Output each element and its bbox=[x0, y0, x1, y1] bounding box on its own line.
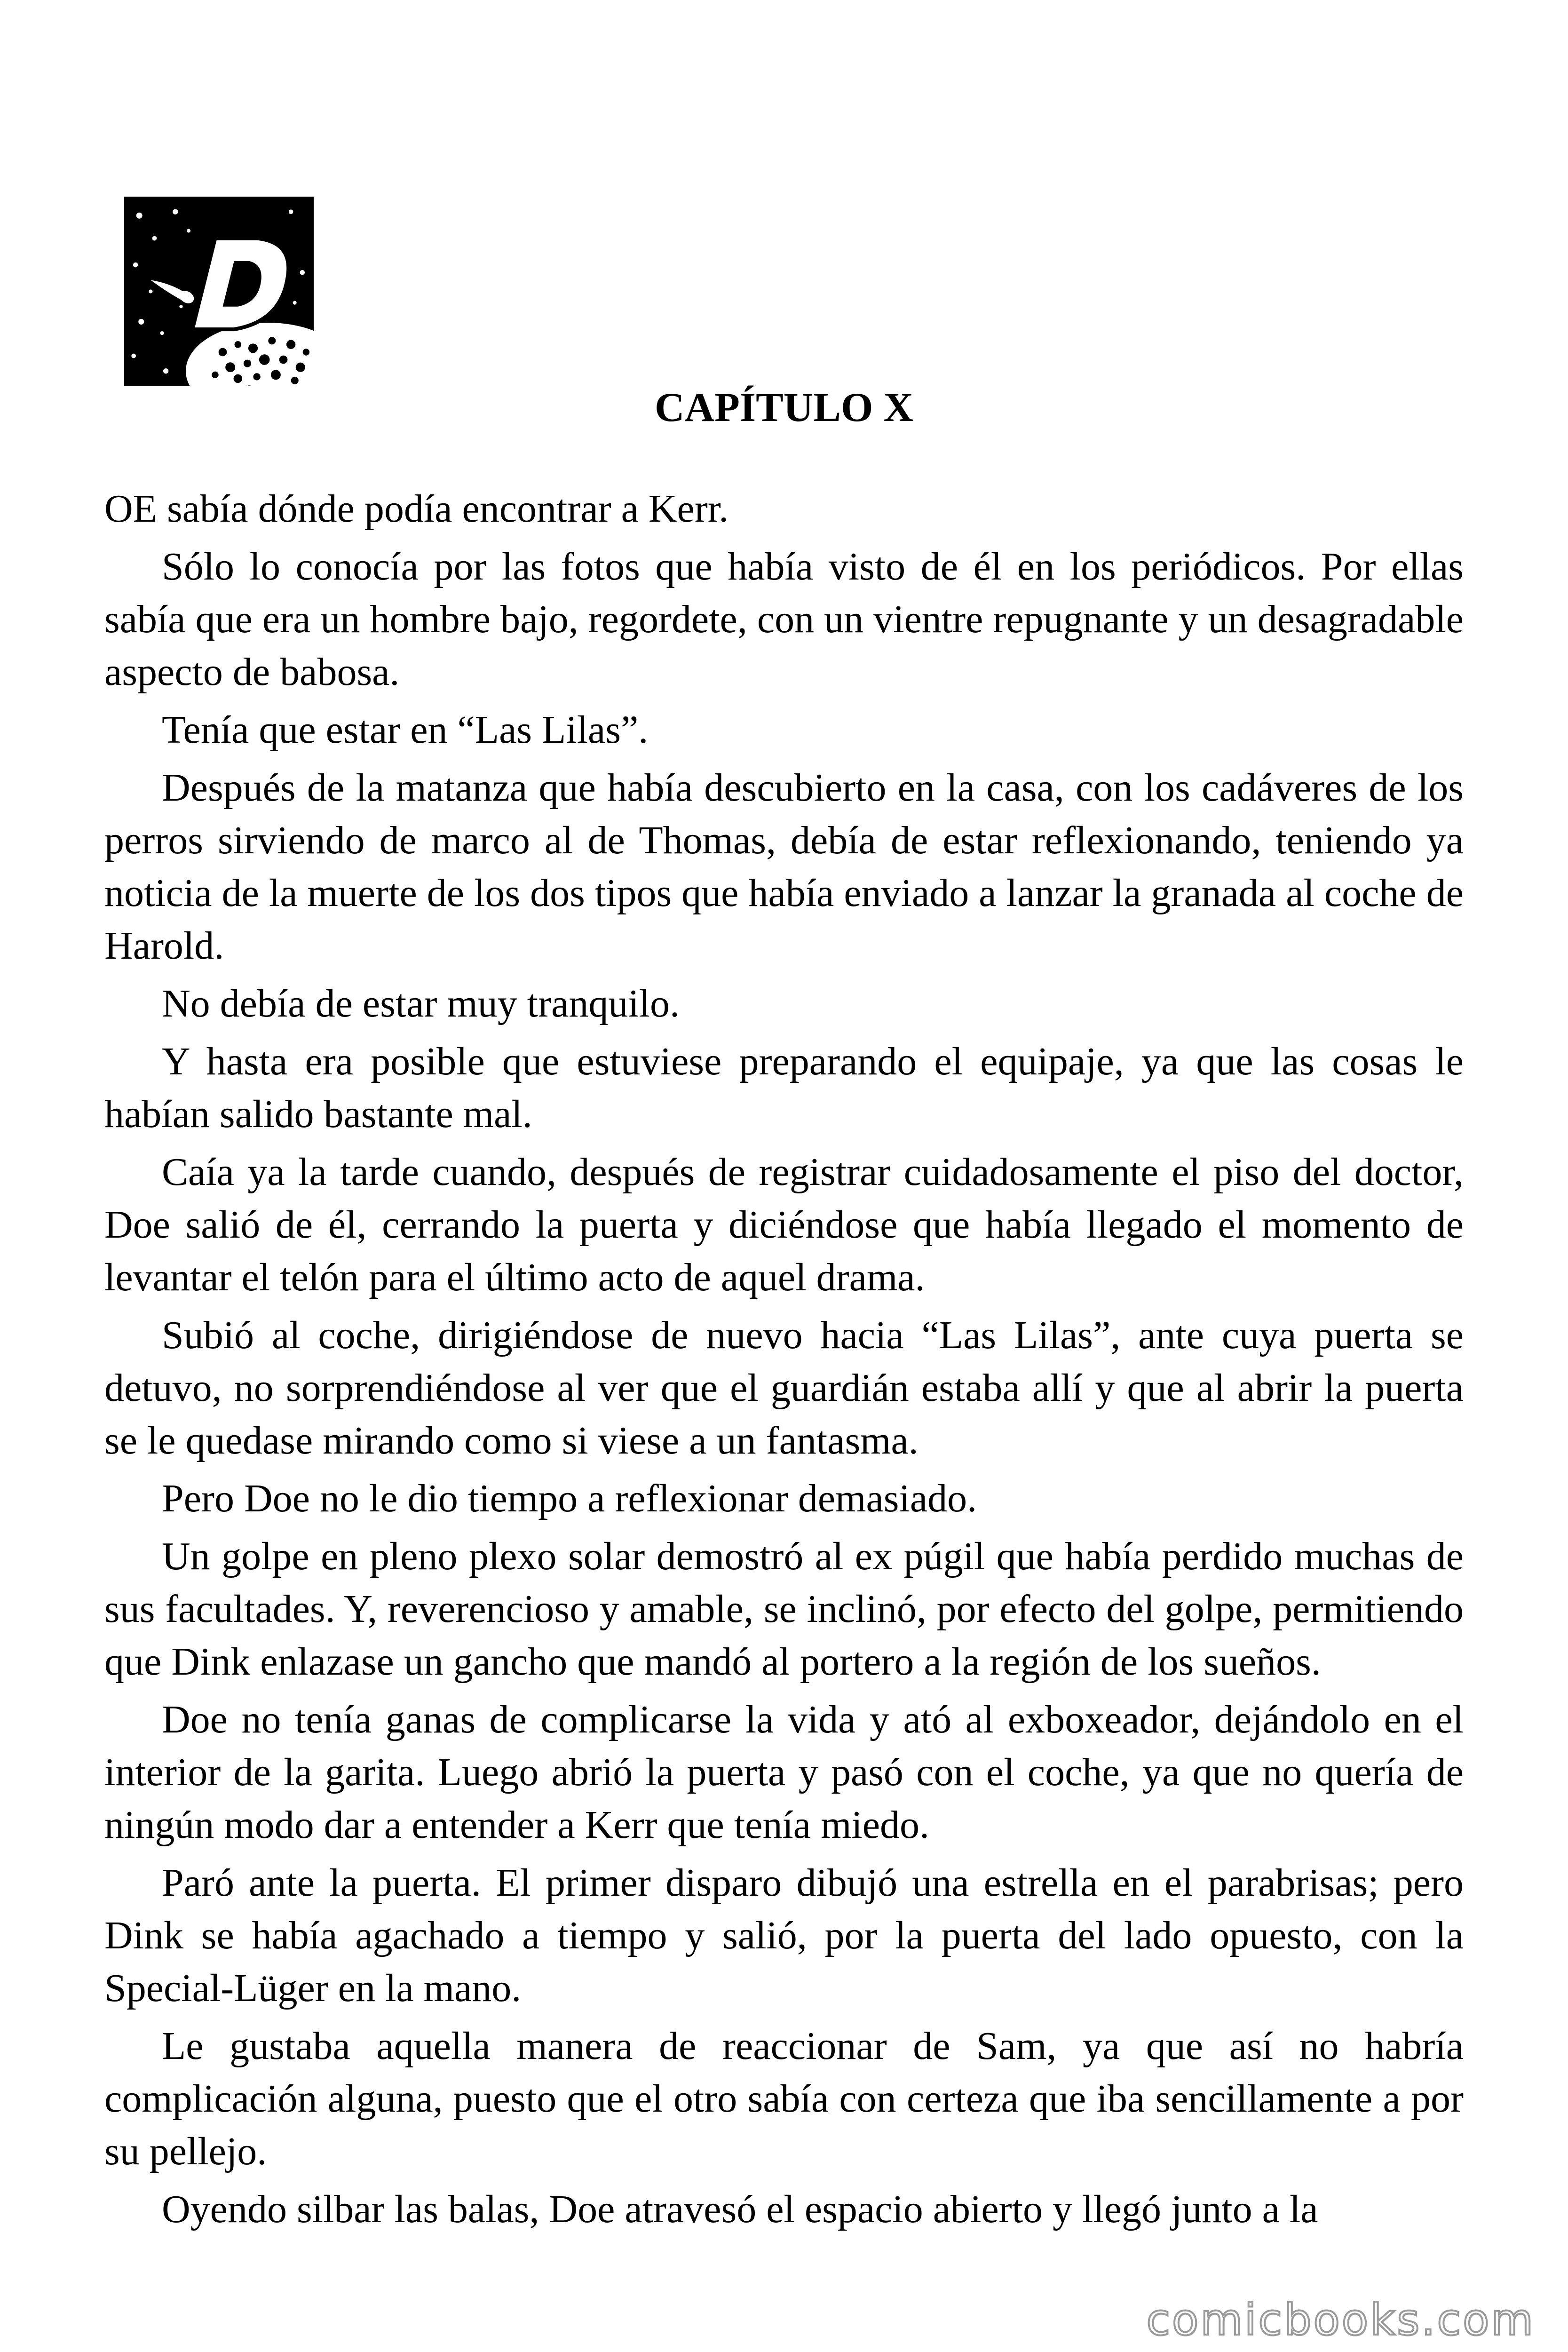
paragraph: Le gustaba aquella manera de reaccionar de Sam, ya que así no habría complicación alguna, puesto que el otro sabía con certeza que iba sencillamente a por su pellejo. bbox=[104, 2024, 1464, 2173]
paragraph: Paró ante la puerta. El primer disparo dibujó una estrella en el parabrisas; pero Dink se había agachado a tiempo y salió, por la puerta del lado opuesto, con la Special-Lüger en la mano. bbox=[104, 1861, 1464, 2010]
paragraph: Oyendo silbar las balas, Doe atravesó el espacio abierto y llegó junto a la bbox=[162, 2187, 1318, 2231]
paragraph: No debía de estar muy tranquilo. bbox=[162, 982, 680, 1025]
paragraph: Pero Doe no le dio tiempo a reflexionar demasiado. bbox=[162, 1477, 977, 1520]
paragraph: OE sabía dónde podía encontrar a Kerr. bbox=[104, 487, 729, 531]
watermark: comicbooks.com bbox=[1146, 2295, 1535, 2345]
paragraph: Sólo lo conocía por las fotos que había visto de él en los periódicos. Por ellas sabía que era un hombre bajo, regordete, con un vientre repugnante y un desagradable aspecto de babosa. bbox=[104, 545, 1464, 694]
paragraph: Tenía que estar en “Las Lilas”. bbox=[162, 708, 649, 752]
paragraph: Y hasta era posible que estuviese preparando el equipaje, ya que las cosas le habían salido bastante mal. bbox=[104, 1040, 1464, 1136]
paragraph: Doe no tenía ganas de complicarse la vida y ató al exboxeador, dejándolo en el interior de la garita. Luego abrió la puerta y pasó con el coche, ya que no quería de ningún modo dar a entender a Kerr que tenía miedo. bbox=[104, 1698, 1464, 1847]
body-text bbox=[104, 483, 1464, 2241]
paragraph: Un golpe en pleno plexo solar demostró al ex púgil que había perdido muchas de sus facultades. Y, reverencioso y amable, se inclinó, por efecto del golpe, permitiendo que Dink enlazase un gancho que mandó al portero a la región de los sueños. bbox=[104, 1534, 1464, 1684]
d-space-logo-icon bbox=[124, 197, 314, 386]
paragraph: Después de la matanza que había descubierto en la casa, con los cadáveres de los perros sirviendo de marco al de Thomas, debía de estar reflexionando, teniendo ya noticia de la muerte de los dos tipos que había enviado a lanzar la granada al coche de Harold. bbox=[104, 766, 1464, 968]
chapter-title: CAPÍTULO X bbox=[654, 385, 914, 430]
paragraph: Subió al coche, dirigiéndose de nuevo hacia “Las Lilas”, ante cuya puerta se detuvo, no sorprendiéndose al ver que el guardián estaba allí y que al abrir la puerta se le quedase mirando como si viese a un fantasma. bbox=[104, 1313, 1464, 1462]
paragraph: Caía ya la tarde cuando, después de registrar cuidadosamente el piso del doctor, Doe salió de él, cerrando la puerta y diciéndose que había llegado el momento de levantar el telón para el último acto de aquel drama. bbox=[104, 1150, 1464, 1299]
